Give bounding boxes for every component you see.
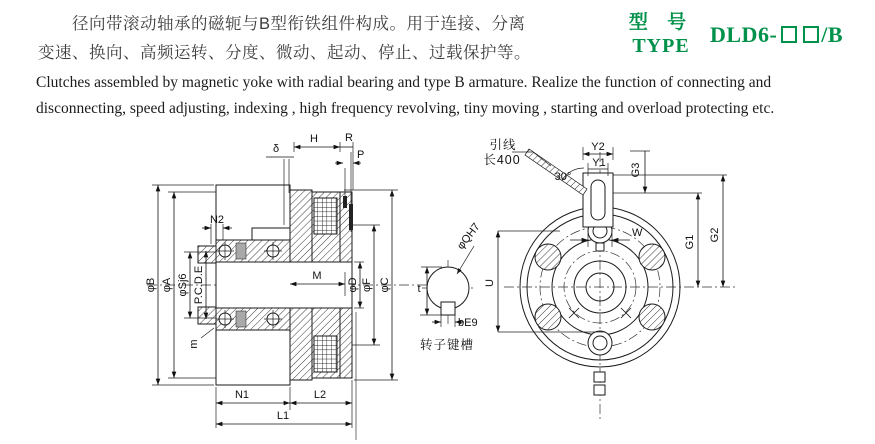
dim-label-y2: Y2 xyxy=(591,141,605,153)
dim-label-m: m xyxy=(188,339,200,349)
dim-label-t: t xyxy=(417,283,421,295)
dim-label-w: W xyxy=(632,227,643,239)
model-suffix: /B xyxy=(821,22,844,47)
dim-label-phi-c: φC xyxy=(379,277,391,293)
lead-wire-label: 引线 xyxy=(489,138,517,152)
dim-label-n1: N1 xyxy=(234,389,250,401)
dim-label-p: P xyxy=(357,149,365,161)
model-prefix: DLD6- xyxy=(710,22,778,47)
dim-label-l1: L1 xyxy=(276,410,290,422)
dim-label-r: R xyxy=(345,132,353,144)
dim-label-be9: bE9 xyxy=(458,317,478,329)
dim-label-l2: L2 xyxy=(313,389,327,401)
intro-en-line2: disconnecting, speed adjusting, indexing , high frequency revolving, tiny moving , starting and overload protecting etc. xyxy=(36,100,775,117)
dim-label-pcde: P.C.D.E xyxy=(193,265,205,305)
intro-cn-line1: 径向带滚动轴承的磁轭与B型衔铁组件构成。用于连接、分离 xyxy=(72,15,526,33)
dim-label-phi-b: φB xyxy=(145,277,157,293)
dim-label-g1: G1 xyxy=(684,234,696,250)
dim-label-mm: M xyxy=(312,270,322,282)
dim-label-u: U xyxy=(484,279,496,287)
dim-label-phi-f: φF xyxy=(361,278,373,292)
front-view-geometry xyxy=(504,149,736,420)
lead-wire-length-label: 长400 xyxy=(483,153,521,167)
dim-label-phi-d: φD xyxy=(347,277,359,293)
type-label-cn: 型 号 xyxy=(628,12,694,33)
dim-label-phi-qh7: φQH7 xyxy=(454,221,483,252)
dim-label-angle: 30° xyxy=(554,171,572,183)
dim-label-y1: Y1 xyxy=(592,157,606,169)
dim-label-delta: δ xyxy=(272,143,280,155)
type-label-en: TYPE xyxy=(632,35,690,57)
intro-cn-line2: 变速、换向、高频运转、分度、微动、起动、停止、过载保护等。 xyxy=(38,44,531,62)
keyway-caption: 转子键槽 xyxy=(419,338,475,352)
keyway-detail xyxy=(417,221,482,352)
dim-label-phi-sj6: φSj6 xyxy=(177,273,189,297)
dim-label-phi-a: φA xyxy=(161,277,173,293)
dim-label-g2: G2 xyxy=(709,227,721,243)
dim-label-h: H xyxy=(310,133,318,145)
dim-label-n2: N2 xyxy=(209,214,225,226)
dim-label-g3: G3 xyxy=(630,162,642,178)
intro-en-line1: Clutches assembled by magnetic yoke with radial bearing and type B armature. Realize the function of connecting and xyxy=(36,74,772,91)
